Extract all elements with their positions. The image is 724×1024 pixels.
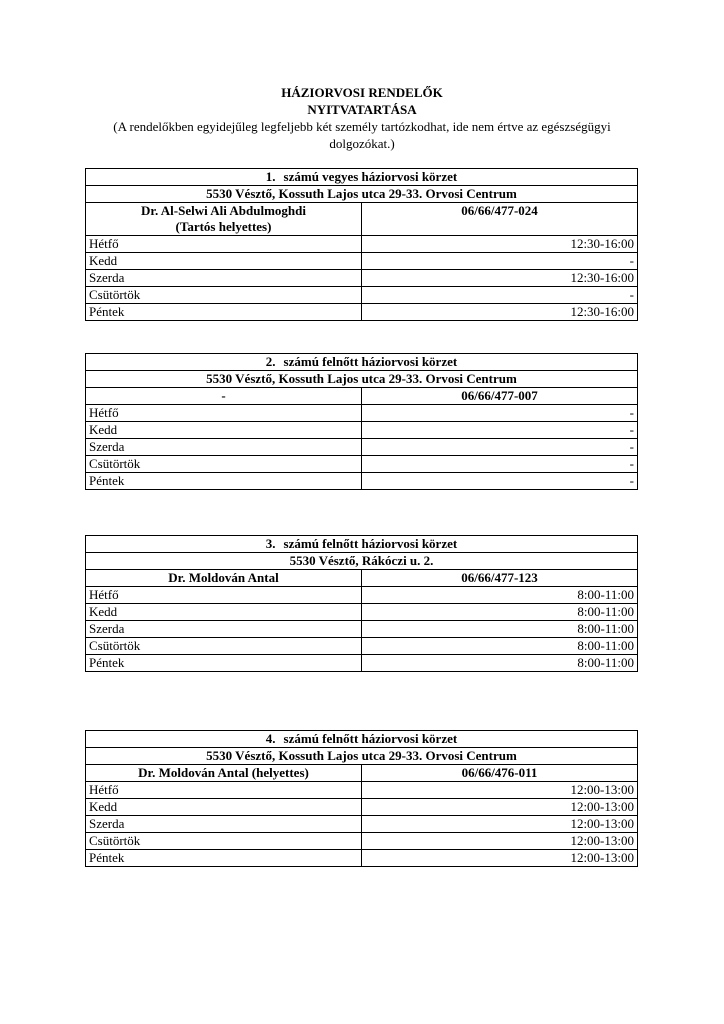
table-row (86, 304, 638, 321)
table-row (86, 833, 638, 850)
table-row (86, 799, 638, 816)
table-row (86, 621, 638, 638)
page-header (80, 84, 644, 152)
hours-value: 12:30-16:00 (362, 236, 638, 253)
day-label: Péntek (86, 850, 362, 867)
day-label: Péntek (86, 304, 362, 321)
table-row (86, 456, 638, 473)
day-label: Szerda (86, 621, 362, 638)
table-row (86, 405, 638, 422)
hours-value: 12:00-13:00 (362, 850, 638, 867)
table-row (86, 655, 638, 672)
doctor-name: Dr. Moldován Antal (86, 570, 362, 587)
hours-value: 12:00-13:00 (362, 833, 638, 850)
day-label: Szerda (86, 439, 362, 456)
hours-value: - (362, 253, 638, 270)
district-name: számú felnőtt háziorvosi körzet (283, 354, 458, 369)
district-heading (86, 169, 638, 186)
district-table-1 (85, 168, 638, 321)
hours-value: - (362, 456, 638, 473)
table-row (86, 816, 638, 833)
hours-value: 8:00-11:00 (362, 604, 638, 621)
doctor-name: - (86, 388, 362, 405)
hours-value: 12:30-16:00 (362, 304, 638, 321)
day-label: Kedd (86, 799, 362, 816)
doctor-cell (86, 203, 362, 236)
table-row (86, 782, 638, 799)
day-label: Kedd (86, 422, 362, 439)
table-row (86, 473, 638, 490)
district-address: 5530 Vésztő, Kossuth Lajos utca 29-33. Orvosi Centrum (86, 371, 638, 388)
page-title: HÁZIORVOSI RENDELŐK (281, 85, 443, 100)
hours-value: 8:00-11:00 (362, 655, 638, 672)
hours-value: 12:00-13:00 (362, 782, 638, 799)
day-label: Csütörtök (86, 456, 362, 473)
district-number: 3. (265, 536, 276, 551)
hours-value: - (362, 422, 638, 439)
district-heading (86, 731, 638, 748)
district-address: 5530 Vésztő, Kossuth Lajos utca 29-33. Orvosi Centrum (86, 186, 638, 203)
table-row (86, 587, 638, 604)
day-label: Hétfő (86, 587, 362, 604)
hours-value: - (362, 287, 638, 304)
doctor-phone: 06/66/477-007 (362, 388, 638, 405)
day-label: Péntek (86, 473, 362, 490)
table-row (86, 253, 638, 270)
hours-value: - (362, 439, 638, 456)
district-name: számú vegyes háziorvosi körzet (283, 169, 458, 184)
day-label: Péntek (86, 655, 362, 672)
district-name: számú felnőtt háziorvosi körzet (283, 731, 458, 746)
doctor-note: (Tartós helyettes) (175, 219, 272, 234)
doctor-phone: 06/66/476-011 (362, 765, 638, 782)
district-number: 1. (265, 169, 276, 184)
page-note: (A rendelőkben egyidejűleg legfeljebb két személy tartózkodhat, ide nem értve az egészségügyi dolgozókat.) (113, 119, 611, 151)
day-label: Csütörtök (86, 833, 362, 850)
hours-value: 8:00-11:00 (362, 638, 638, 655)
doctor-name: Dr. Moldován Antal (helyettes) (86, 765, 362, 782)
day-label: Hétfő (86, 782, 362, 799)
district-address: 5530 Vésztő, Kossuth Lajos utca 29-33. Orvosi Centrum (86, 748, 638, 765)
district-name: számú felnőtt háziorvosi körzet (283, 536, 458, 551)
district-heading (86, 354, 638, 371)
day-label: Hétfő (86, 405, 362, 422)
hours-value: - (362, 473, 638, 490)
table-row (86, 439, 638, 456)
district-table-3 (85, 535, 638, 672)
table-row (86, 850, 638, 867)
district-address: 5530 Vésztő, Rákóczi u. 2. (86, 553, 638, 570)
district-table-4 (85, 730, 638, 867)
table-row (86, 422, 638, 439)
district-number: 2. (265, 354, 276, 369)
table-row (86, 638, 638, 655)
day-label: Csütörtök (86, 287, 362, 304)
day-label: Szerda (86, 270, 362, 287)
hours-value: 12:00-13:00 (362, 799, 638, 816)
hours-value: - (362, 405, 638, 422)
page-subtitle: NYITVATARTÁSA (307, 102, 417, 117)
doctor-phone: 06/66/477-123 (362, 570, 638, 587)
day-label: Kedd (86, 253, 362, 270)
district-table-2 (85, 353, 638, 490)
hours-value: 8:00-11:00 (362, 587, 638, 604)
table-row (86, 270, 638, 287)
district-number: 4. (265, 731, 276, 746)
district-heading (86, 536, 638, 553)
hours-value: 12:30-16:00 (362, 270, 638, 287)
hours-value: 8:00-11:00 (362, 621, 638, 638)
day-label: Hétfő (86, 236, 362, 253)
table-row (86, 236, 638, 253)
day-label: Szerda (86, 816, 362, 833)
day-label: Kedd (86, 604, 362, 621)
day-label: Csütörtök (86, 638, 362, 655)
hours-value: 12:00-13:00 (362, 816, 638, 833)
doctor-name: Dr. Al-Selwi Ali Abdulmoghdi (141, 203, 306, 218)
doctor-phone: 06/66/477-024 (362, 203, 638, 236)
table-row (86, 287, 638, 304)
table-row (86, 604, 638, 621)
